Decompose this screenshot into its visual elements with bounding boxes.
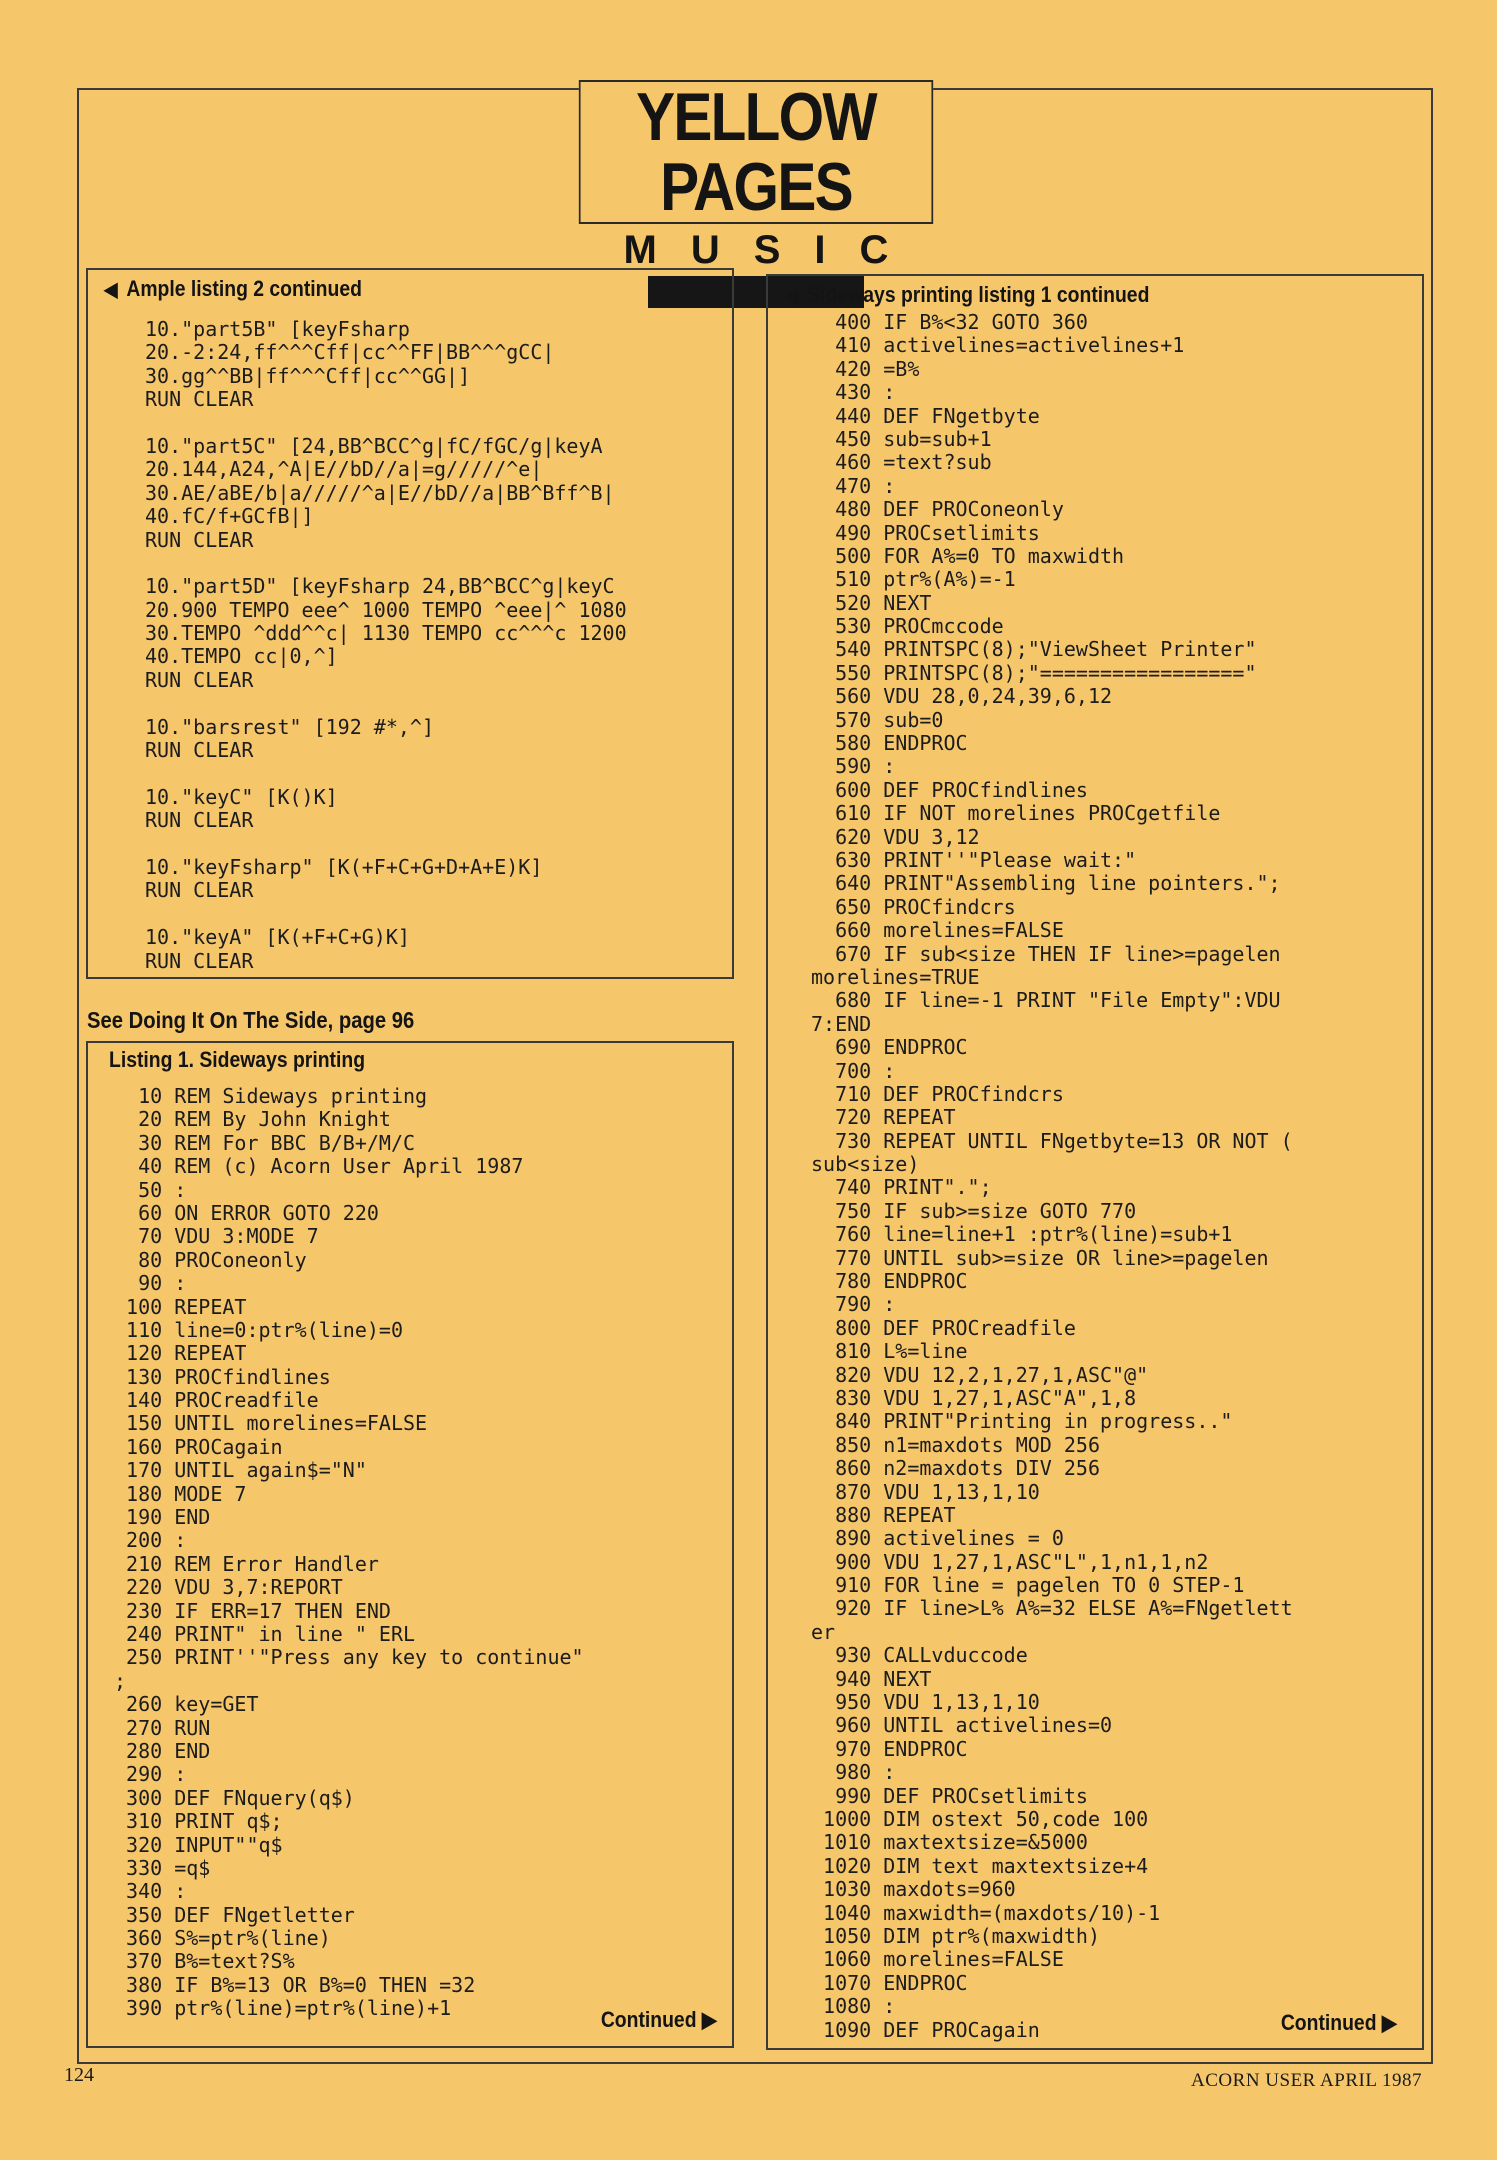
code-line: 700 : bbox=[811, 1058, 896, 1083]
code-line: 10 REM Sideways printing bbox=[114, 1084, 428, 1108]
code-line: 880 REPEAT bbox=[811, 1502, 956, 1527]
code-line: 550 PRINTSPC(8);"=================" bbox=[811, 660, 1257, 685]
sideways-listing-heading: Listing 1. Sideways printing bbox=[109, 1047, 366, 1072]
code-line: 730 REPEAT UNTIL FNgetbyte=13 OR NOT ( bbox=[811, 1128, 1293, 1153]
code-line: 360 S%=ptr%(line) bbox=[114, 1926, 331, 1951]
code-line: 400 IF B%<32 GOTO 360 bbox=[811, 310, 1088, 334]
code-line: 180 MODE 7 bbox=[114, 1481, 247, 1506]
left-arrow-icon-2: ◀ bbox=[785, 285, 799, 307]
code-line: 1000 DIM ostext 50,code 100 bbox=[811, 1807, 1149, 1831]
code-line: RUN CLEAR bbox=[145, 878, 254, 903]
code-line: 630 PRINT''"Please wait:" bbox=[811, 847, 1137, 872]
code-line: 490 PROCsetlimits bbox=[811, 520, 1040, 545]
code-line: 130 PROCfindlines bbox=[114, 1364, 331, 1389]
code-line: ; bbox=[114, 1668, 127, 1693]
code-line: 10."part5C" [24,BB^BCC^g|fC/fGC/g|keyA bbox=[145, 433, 603, 458]
code-line: 30 REM For BBC B/B+/M/C bbox=[114, 1130, 416, 1155]
code-line: 980 : bbox=[811, 1760, 896, 1785]
code-line: 870 VDU 1,13,1,10 bbox=[811, 1479, 1040, 1504]
code-line: 420 =B% bbox=[811, 356, 920, 381]
code-line: 720 REPEAT bbox=[811, 1105, 956, 1130]
code-line: 900 VDU 1,27,1,ASC"L",1,n1,1,n2 bbox=[811, 1549, 1209, 1574]
code-line: morelines=TRUE bbox=[811, 964, 980, 989]
code-line: RUN CLEAR bbox=[145, 808, 254, 833]
code-line: RUN CLEAR bbox=[145, 738, 254, 763]
code-line: 280 END bbox=[114, 1738, 211, 1763]
code-line: 450 sub=sub+1 bbox=[811, 426, 992, 451]
code-line: 10."keyA" [K(+F+C+G)K] bbox=[145, 925, 410, 950]
code-line: 860 n2=maxdots DIV 256 bbox=[811, 1456, 1100, 1481]
code-line: 680 IF line=-1 PRINT "File Empty":VDU bbox=[811, 988, 1281, 1013]
code-line: 40.TEMPO cc|0,^] bbox=[145, 644, 338, 669]
code-line: 790 : bbox=[811, 1292, 896, 1317]
code-line: 320 INPUT""q$ bbox=[114, 1832, 283, 1857]
code-line: 810 L%=line bbox=[811, 1339, 968, 1364]
code-line: 230 IF ERR=17 THEN END bbox=[114, 1598, 391, 1623]
code-line: 500 FOR A%=0 TO maxwidth bbox=[811, 543, 1125, 568]
continued-text-left: Continued bbox=[601, 2007, 697, 2032]
code-line: 310 PRINT q$; bbox=[114, 1809, 283, 1834]
code-line: 590 : bbox=[811, 754, 896, 779]
code-line: 7:END bbox=[811, 1011, 872, 1036]
code-line: 690 ENDPROC bbox=[811, 1035, 968, 1060]
right-arrow-icon-2: ▶ bbox=[1382, 2010, 1397, 2035]
ample-listing-heading bbox=[104, 276, 362, 302]
code-line: 50 : bbox=[114, 1177, 187, 1202]
ample-listing-code bbox=[145, 318, 627, 973]
code-line: 960 UNTIL activelines=0 bbox=[811, 1713, 1113, 1738]
code-line: 920 IF line>L% A%=32 ELSE A%=FNgetlett bbox=[811, 1596, 1293, 1621]
code-line: 60 ON ERROR GOTO 220 bbox=[114, 1200, 379, 1225]
code-line: 520 NEXT bbox=[811, 590, 932, 615]
code-line: 990 DEF PROCsetlimits bbox=[811, 1783, 1088, 1808]
code-line: 470 : bbox=[811, 473, 896, 498]
continued-text-right: Continued bbox=[1281, 2010, 1377, 2035]
code-line: 710 DEF PROCfindcrs bbox=[811, 1081, 1064, 1106]
code-line: 160 PROCagain bbox=[114, 1434, 283, 1459]
code-line: 940 NEXT bbox=[811, 1666, 932, 1691]
left-arrow-icon: ◀ bbox=[104, 279, 118, 301]
code-line: 140 PROCreadfile bbox=[114, 1388, 319, 1413]
code-line: 950 VDU 1,13,1,10 bbox=[811, 1690, 1040, 1715]
code-line bbox=[145, 412, 627, 435]
code-line: 910 FOR line = pagelen TO 0 STEP-1 bbox=[811, 1573, 1245, 1598]
code-line: 970 ENDPROC bbox=[811, 1736, 968, 1761]
code-line: RUN CLEAR bbox=[145, 387, 254, 412]
code-line bbox=[145, 903, 627, 926]
sideways-continued-heading bbox=[785, 282, 1149, 308]
sideways-listing-code bbox=[114, 1085, 584, 2021]
code-line: 270 RUN bbox=[114, 1715, 211, 1740]
code-line: 390 ptr%(line)=ptr%(line)+1 bbox=[114, 1996, 452, 2021]
code-line: 1050 DIM ptr%(maxwidth) bbox=[811, 1923, 1100, 1948]
code-line: 740 PRINT"."; bbox=[811, 1175, 992, 1200]
code-line: 750 IF sub>=size GOTO 770 bbox=[811, 1198, 1137, 1223]
code-line bbox=[145, 552, 627, 575]
code-line: 30.AE/aBE/b|a/////^a|E//bD//a|BB^Bff^B| bbox=[145, 480, 615, 505]
code-line: 200 : bbox=[114, 1528, 187, 1553]
code-line: sub<size) bbox=[811, 1152, 920, 1177]
code-line: 10."part5B" [keyFsharp bbox=[145, 317, 410, 341]
right-arrow-icon: ▶ bbox=[702, 2007, 717, 2032]
article-reference: See Doing It On The Side, page 96 bbox=[87, 1007, 415, 1033]
code-line: 800 DEF PROCreadfile bbox=[811, 1315, 1076, 1340]
code-line: 510 ptr%(A%)=-1 bbox=[811, 567, 1016, 592]
code-line: 820 VDU 12,2,1,27,1,ASC"@" bbox=[811, 1362, 1149, 1387]
ample-listing-title: Ample listing 2 continued bbox=[126, 276, 362, 301]
code-line: 660 morelines=FALSE bbox=[811, 918, 1064, 943]
sideways-continued-code bbox=[811, 311, 1293, 2042]
code-line: 10."keyFsharp" [K(+F+C+G+D+A+E)K] bbox=[145, 854, 543, 879]
code-line: 610 IF NOT morelines PROCgetfile bbox=[811, 801, 1221, 826]
code-line: 220 VDU 3,7:REPORT bbox=[114, 1575, 343, 1600]
code-line: 650 PROCfindcrs bbox=[811, 894, 1016, 919]
code-line: RUN CLEAR bbox=[145, 527, 254, 552]
code-line: 370 B%=text?S% bbox=[114, 1949, 295, 1974]
code-line: 1040 maxwidth=(maxdots/10)-1 bbox=[811, 1900, 1161, 1925]
code-line: 640 PRINT"Assembling line pointers."; bbox=[811, 871, 1281, 896]
code-line: 70 VDU 3:MODE 7 bbox=[114, 1224, 319, 1249]
code-line: 210 REM Error Handler bbox=[114, 1551, 379, 1576]
code-line: 1090 DEF PROCagain bbox=[811, 2017, 1040, 2042]
code-line: 110 line=0:ptr%(line)=0 bbox=[114, 1317, 403, 1342]
code-line: 600 DEF PROCfindlines bbox=[811, 777, 1088, 802]
continued-label-right bbox=[1281, 2010, 1397, 2036]
code-line: 380 IF B%=13 OR B%=0 THEN =32 bbox=[114, 1972, 476, 1997]
code-line: 930 CALLvduccode bbox=[811, 1643, 1028, 1668]
code-line: 760 line=line+1 :ptr%(line)=sub+1 bbox=[811, 1222, 1233, 1247]
code-line: 120 REPEAT bbox=[114, 1341, 247, 1366]
code-line: 10."barsrest" [192 #*,^] bbox=[145, 714, 434, 739]
code-line: 780 ENDPROC bbox=[811, 1269, 968, 1294]
code-line: 1080 : bbox=[811, 1994, 896, 2019]
code-line: 20.900 TEMPO eee^ 1000 TEMPO ^eee|^ 1080 bbox=[145, 597, 627, 622]
code-line: 430 : bbox=[811, 380, 896, 405]
code-line bbox=[145, 762, 627, 785]
code-line: 540 PRINTSPC(8);"ViewSheet Printer" bbox=[811, 637, 1257, 662]
code-line bbox=[145, 833, 627, 856]
code-line: 340 : bbox=[114, 1879, 187, 1904]
code-line: 560 VDU 28,0,24,39,6,12 bbox=[811, 684, 1113, 709]
code-line: 20 REM By John Knight bbox=[114, 1107, 391, 1132]
code-line: 30.gg^^BB|ff^^^Cff|cc^^GG|] bbox=[145, 363, 471, 388]
page-title: YELLOW PAGES bbox=[579, 80, 933, 224]
code-line: 440 DEF FNgetbyte bbox=[811, 403, 1040, 428]
code-line: 1070 ENDPROC bbox=[811, 1970, 968, 1995]
code-line: 350 DEF FNgetletter bbox=[114, 1902, 355, 1927]
code-line: 290 : bbox=[114, 1762, 187, 1787]
code-line: 190 END bbox=[114, 1505, 211, 1530]
code-line: 300 DEF FNquery(q$) bbox=[114, 1785, 355, 1810]
code-line: 150 UNTIL morelines=FALSE bbox=[114, 1411, 428, 1436]
code-line: 890 activelines = 0 bbox=[811, 1526, 1064, 1551]
code-line: 10."part5D" [keyFsharp 24,BB^BCC^g|keyC bbox=[145, 574, 615, 599]
code-line: 330 =q$ bbox=[114, 1855, 211, 1880]
code-line: 250 PRINT''"Press any key to continue" bbox=[114, 1645, 584, 1670]
page-number: 124 bbox=[64, 2064, 94, 2086]
code-line: 1020 DIM text maxtextsize+4 bbox=[811, 1853, 1149, 1878]
code-line: 20.144,A24,^A|E//bD//a|=g/////^e| bbox=[145, 457, 543, 482]
code-line: 850 n1=maxdots MOD 256 bbox=[811, 1432, 1100, 1457]
code-line: 90 : bbox=[114, 1271, 187, 1296]
code-line: 530 PROCmccode bbox=[811, 614, 1004, 639]
code-line: 260 key=GET bbox=[114, 1692, 259, 1717]
code-line: 830 VDU 1,27,1,ASC"A",1,8 bbox=[811, 1385, 1137, 1410]
code-line: 840 PRINT"Printing in progress.." bbox=[811, 1409, 1233, 1434]
code-line: 30.TEMPO ^ddd^^c| 1130 TEMPO cc^^^c 1200 bbox=[145, 621, 627, 646]
code-line: er bbox=[811, 1619, 836, 1644]
code-line: RUN CLEAR bbox=[145, 667, 254, 692]
code-line: 170 UNTIL again$="N" bbox=[114, 1458, 367, 1483]
code-line: 240 PRINT" in line " ERL bbox=[114, 1621, 416, 1646]
code-line: 20.-2:24,ff^^^Cff|cc^^FF|BB^^^gCC| bbox=[145, 340, 555, 365]
publication-footer: ACORN USER APRIL 1987 bbox=[1191, 2070, 1422, 2091]
code-line: 410 activelines=activelines+1 bbox=[811, 333, 1185, 358]
code-line: 10."keyC" [K()K] bbox=[145, 784, 338, 809]
code-line: 620 VDU 3,12 bbox=[811, 824, 980, 849]
code-line: 570 sub=0 bbox=[811, 707, 944, 732]
code-line: 1030 maxdots=960 bbox=[811, 1877, 1016, 1902]
sideways-continued-title: Sideways printing listing 1 continued bbox=[807, 282, 1150, 307]
code-line: RUN CLEAR bbox=[145, 948, 254, 973]
code-line bbox=[145, 692, 627, 715]
code-line: 100 REPEAT bbox=[114, 1294, 247, 1319]
continued-label-left bbox=[601, 2007, 717, 2033]
code-line: 480 DEF PROConeonly bbox=[811, 497, 1064, 522]
code-line: 460 =text?sub bbox=[811, 450, 992, 475]
code-line: 1010 maxtextsize=&5000 bbox=[811, 1830, 1088, 1855]
section-subtitle: MUSIC bbox=[623, 228, 923, 272]
code-line: 1060 morelines=FALSE bbox=[811, 1947, 1064, 1972]
code-line: 40 REM (c) Acorn User April 1987 bbox=[114, 1154, 524, 1179]
code-line: 580 ENDPROC bbox=[811, 731, 968, 756]
code-line: 80 PROConeonly bbox=[114, 1247, 307, 1272]
code-line: 40.fC/f+GCfB|] bbox=[145, 504, 314, 529]
code-line: 770 UNTIL sub>=size OR line>=pagelen bbox=[811, 1245, 1269, 1270]
code-line: 670 IF sub<size THEN IF line>=pagelen bbox=[811, 941, 1281, 966]
